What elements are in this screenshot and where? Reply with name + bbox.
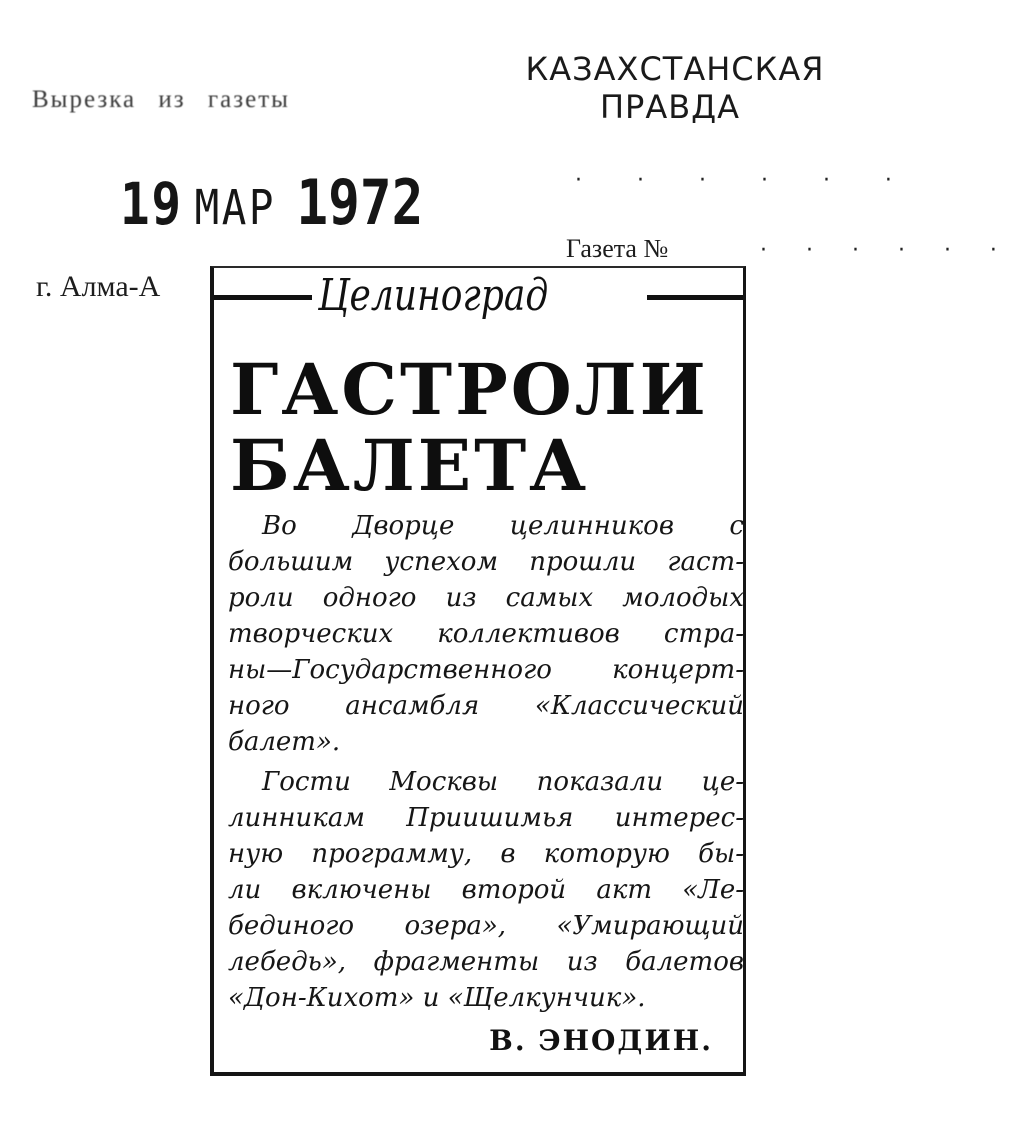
article-line: Во Дворце целинников с xyxy=(262,511,744,541)
article-line: ную программу, в которую бы- xyxy=(228,839,744,869)
article-line: ли включены второй акт «Ле- xyxy=(228,875,744,905)
rubric-rule-right xyxy=(647,295,743,300)
article-line: балет». xyxy=(228,727,341,757)
headline-line2: БАЛЕТА xyxy=(230,424,590,507)
article-headline xyxy=(230,348,750,507)
city-label: г. Алма-А xyxy=(36,270,161,303)
article-line: бединого озера», «Умирающий xyxy=(228,911,744,941)
article-line: линникам Приишимья интерес- xyxy=(228,803,744,833)
article-line: лебедь», фрагменты из балетов xyxy=(228,947,744,977)
article-line: «Дон-Кихот» и «Щелкунчик». xyxy=(228,983,646,1013)
author-signature: В. ЭНОДИН. xyxy=(489,1024,713,1057)
dotted-fill-line-issue: · · · · · · xyxy=(760,238,1013,263)
issue-number-label: Газета № xyxy=(566,234,669,263)
newspaper-name-line2: ПРАВДА xyxy=(599,88,741,126)
dotted-fill-line: · · · · · · xyxy=(575,168,916,193)
date-stamp-year: 1972 xyxy=(296,166,424,239)
rubric-rule-left xyxy=(214,295,312,300)
rubric xyxy=(214,268,743,328)
article-line: Гости Москвы показали це- xyxy=(262,767,744,797)
newspaper-name-line1: КАЗАХСТАНСКАЯ xyxy=(525,50,825,88)
article-body xyxy=(228,508,744,1016)
date-stamp xyxy=(120,166,423,239)
rubric-title: Целиноград xyxy=(318,270,549,321)
article-line: роли одного из самых молодых xyxy=(228,583,744,613)
article-line: ного ансамбля «Классический xyxy=(228,691,744,721)
date-stamp-day: 19 xyxy=(120,170,183,238)
newspaper-name xyxy=(510,50,840,126)
date-stamp-month: МАР xyxy=(194,180,277,236)
article-line: ны—Государственного концерт- xyxy=(228,655,744,685)
headline-line1: ГАСТРОЛИ xyxy=(230,348,709,431)
cut-label: Вырезка из газеты xyxy=(32,86,290,113)
newspaper-clipping xyxy=(210,266,746,1076)
article-line: большим успехом прошли гаст- xyxy=(228,547,744,577)
article-line: творческих коллективов стра- xyxy=(228,619,744,649)
